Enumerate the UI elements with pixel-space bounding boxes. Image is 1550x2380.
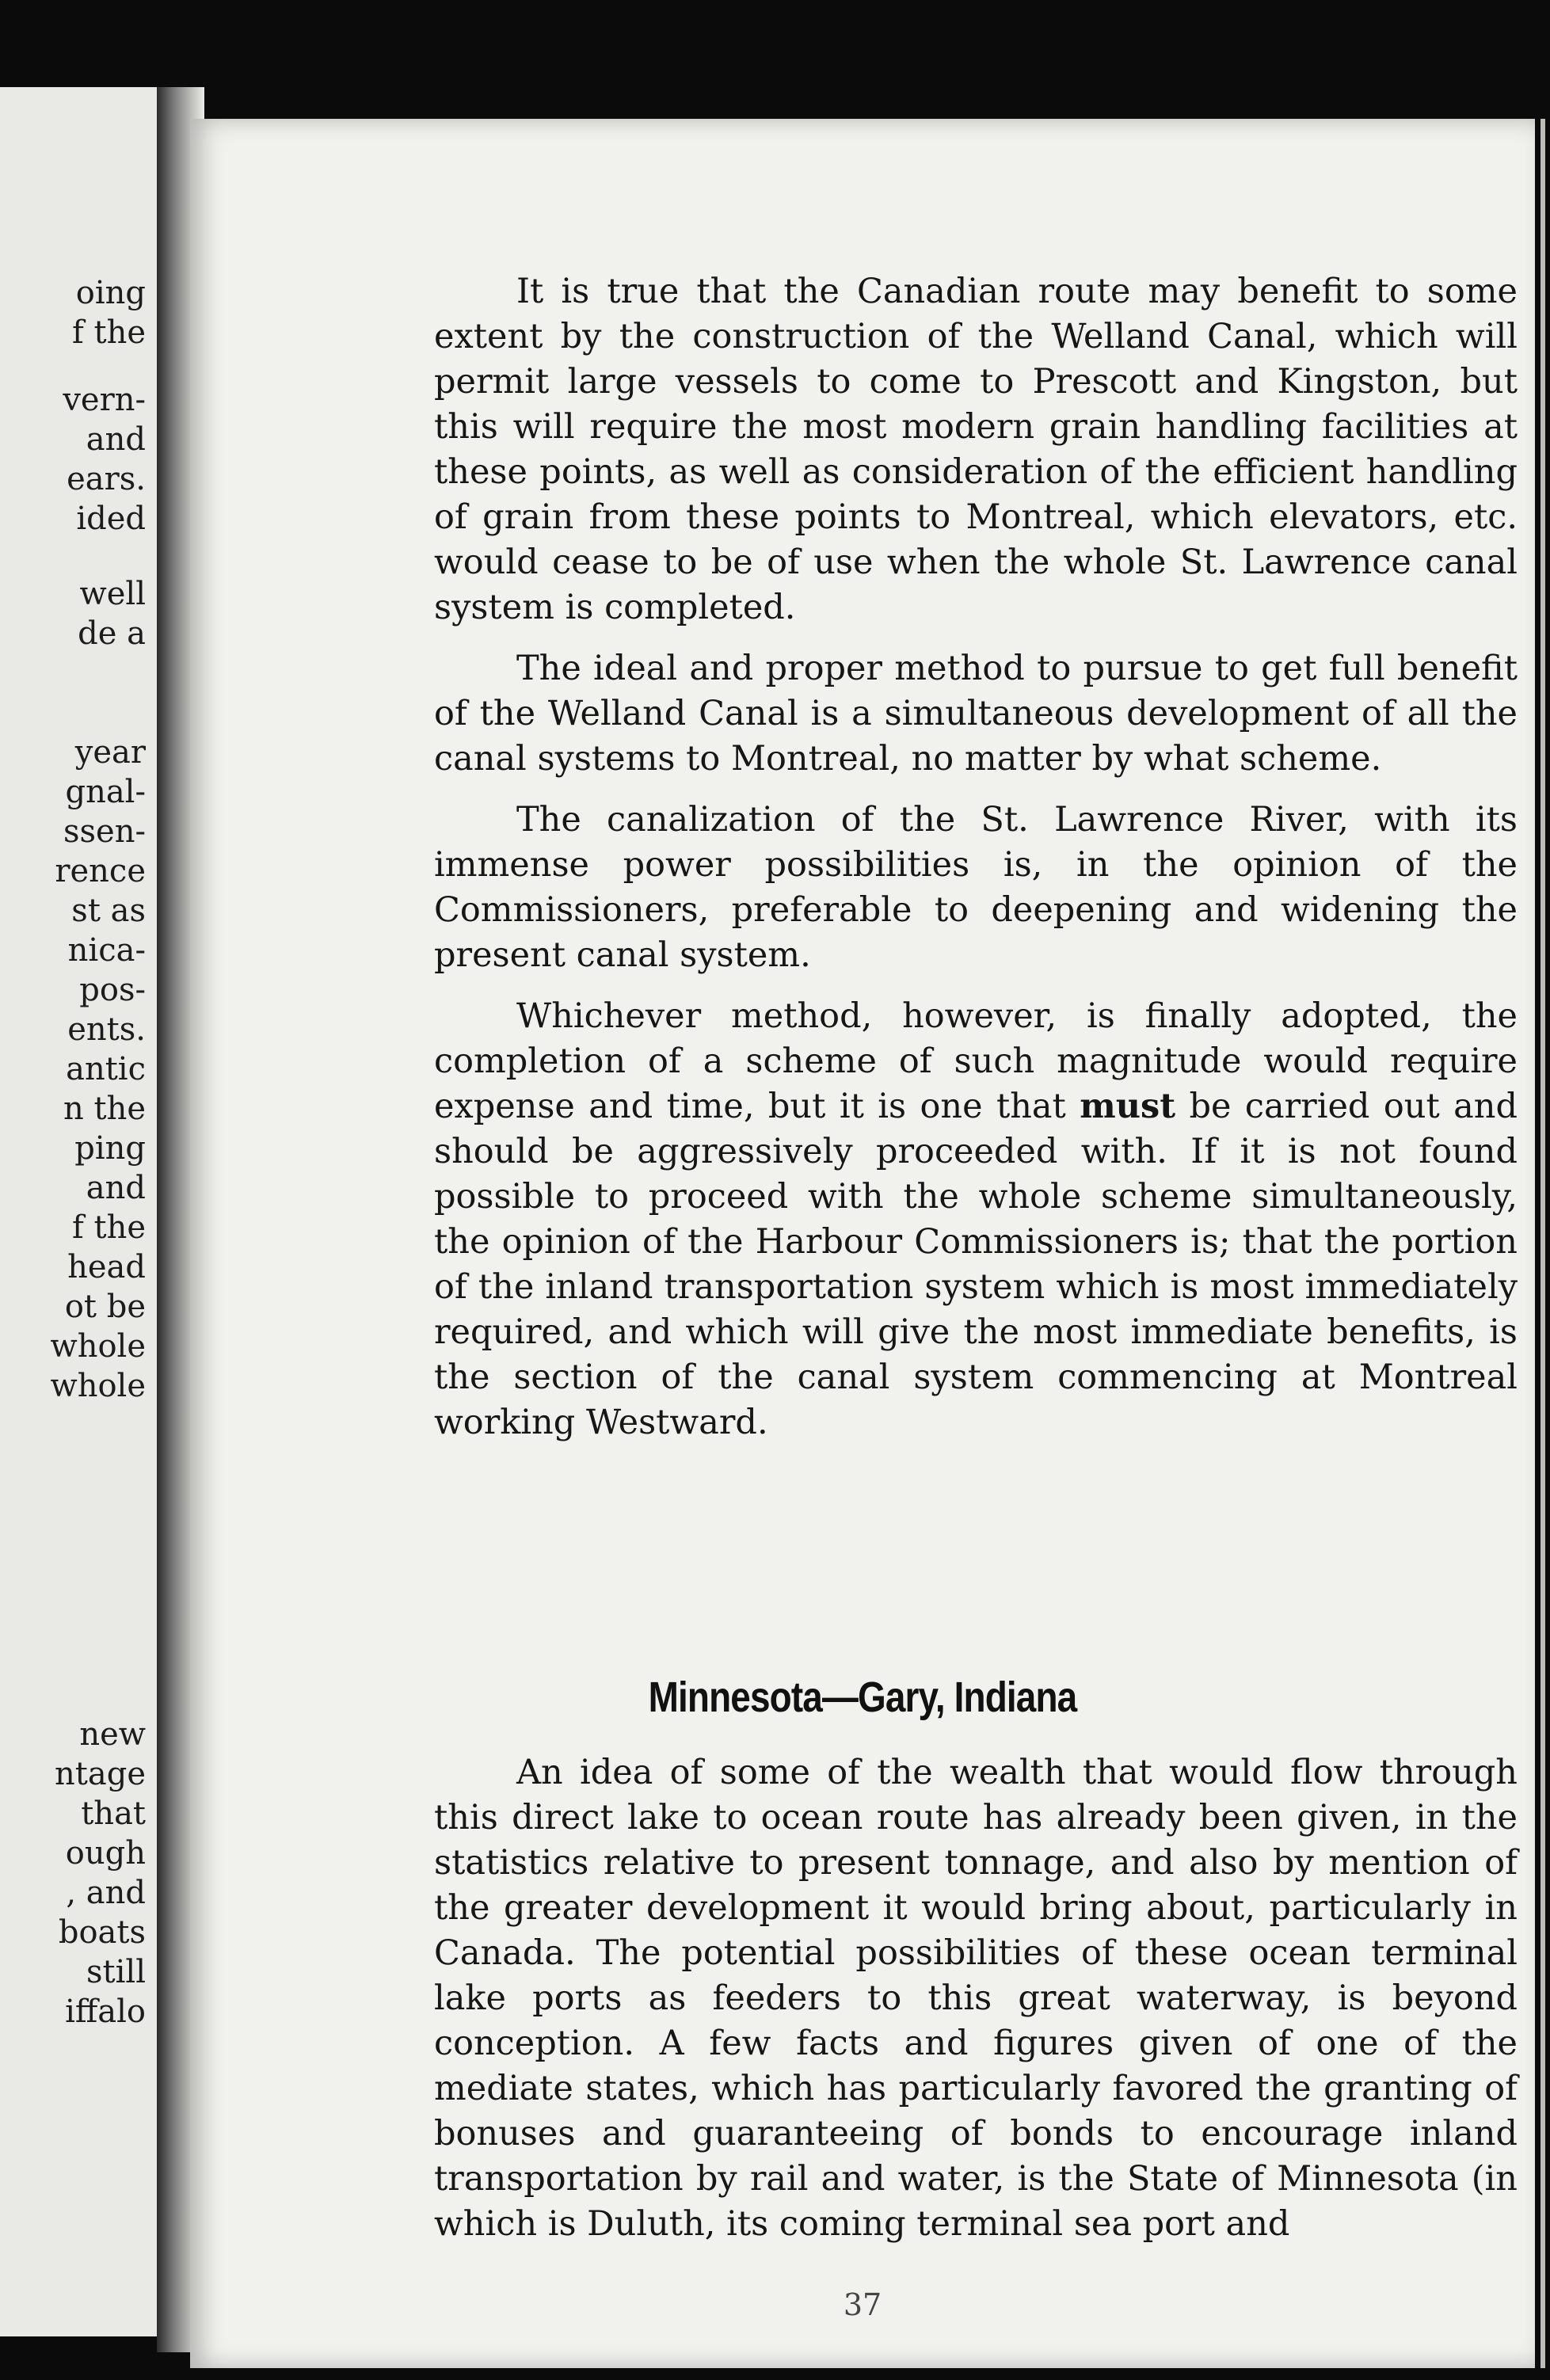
left-fragment: iffalo: [65, 1993, 146, 2030]
left-fragment: and: [86, 421, 146, 458]
left-fragment: whole: [50, 1328, 146, 1365]
left-fragment: ping: [74, 1130, 146, 1167]
body-text-top: [434, 269, 1518, 1461]
left-fragment: rence: [55, 853, 146, 889]
book-page: [190, 119, 1535, 2368]
previous-page: [0, 87, 157, 2336]
body-text-bottom: [434, 1750, 1518, 2263]
left-fragment: gnal-: [65, 774, 146, 810]
left-fragment: f the: [71, 314, 146, 351]
left-fragment: n the: [63, 1091, 146, 1127]
left-fragment: ents.: [67, 1011, 146, 1048]
left-fragment: ough: [65, 1835, 146, 1872]
left-fragment: , and: [66, 1875, 146, 1911]
left-fragment: boats: [58, 1914, 146, 1951]
left-fragment: and: [86, 1170, 146, 1206]
left-fragment: antic: [66, 1051, 146, 1087]
left-fragment: new: [79, 1716, 146, 1753]
left-fragment: nica-: [67, 932, 146, 969]
paragraph: It is true that the Canadian route may benefit to some extent by the construction of the Welland Canal, which will permit large vessels to come to Prescott and Kingston, but this will require the most modern grain handling facilities at these points, as well as consideration of the efficient handling of grain from these points to Montreal, which elevators, etc. would cease to be of use when the whole St. Lawrence canal system is completed.: [434, 272, 1518, 627]
left-fragment: ears.: [67, 461, 146, 497]
left-fragment: f the: [71, 1209, 146, 1246]
page-number: 37: [843, 2287, 882, 2322]
left-fragment: ot be: [64, 1289, 146, 1325]
left-fragment: vern-: [63, 382, 146, 418]
paragraph: The ideal and proper method to pursue to get full benefit of the Welland Canal is a simultaneous development of all the canal systems to Montreal, no matter by what scheme.: [434, 649, 1518, 779]
left-fragment: whole: [50, 1368, 146, 1404]
left-fragment: still: [86, 1954, 146, 1990]
left-fragment: well: [79, 576, 146, 612]
left-fragment: ntage: [55, 1756, 146, 1792]
left-fragment: de a: [78, 615, 146, 652]
left-fragment: ssen-: [63, 813, 146, 850]
left-fragment: oing: [75, 275, 146, 311]
section-heading: Minnesota—Gary, Indiana: [648, 1674, 1077, 1721]
paragraph: The canalization of the St. Lawrence River, with its immense power possibilities is, in the opinion of the Commissioners, preferable to deepening and widening the present canal system.: [434, 800, 1518, 975]
paragraph: [434, 994, 1518, 1445]
left-fragment: that: [81, 1795, 146, 1832]
left-fragment: head: [67, 1249, 146, 1285]
bold-emphasis: must: [1080, 1087, 1176, 1126]
paragraph-text: be carried out and should be aggressively proceeded with. If it is not found possible to proceed with the whole scheme simultaneously, the opinion of the Harbour Commissioners is; that the portion of the inland transportation system which is most immediately required, and which will give the most immediate benefits, is the section of the canal system commencing at Montreal working Westward.: [434, 1087, 1518, 1442]
left-fragment: pos-: [79, 972, 146, 1008]
paragraph: An idea of some of the wealth that would flow through this direct lake to ocean route has already been given, in the statistics relative to present tonnage, and also by mention of the greater development it would bring about, particularly in Canada. The potential possibilities of these ocean terminal lake ports as feeders to this great waterway, is beyond conception. A few facts and figures given of one of the mediate states, which has particularly favored the granting of bonuses and guaranteeing of bonds to encourage inland transportation by rail and water, is the State of Minnesota (in which is Duluth, its coming terminal sea port and: [434, 1753, 1518, 2244]
paragraph-text: Whichever method, however, is finally adopted, the completion of a scheme of such magnitude would require expense and time, but it is one that: [434, 996, 1518, 1126]
left-fragment: ided: [76, 501, 146, 537]
left-fragment: st as: [71, 893, 146, 929]
page-edge: [1540, 119, 1545, 2368]
left-fragment: year: [74, 734, 146, 771]
